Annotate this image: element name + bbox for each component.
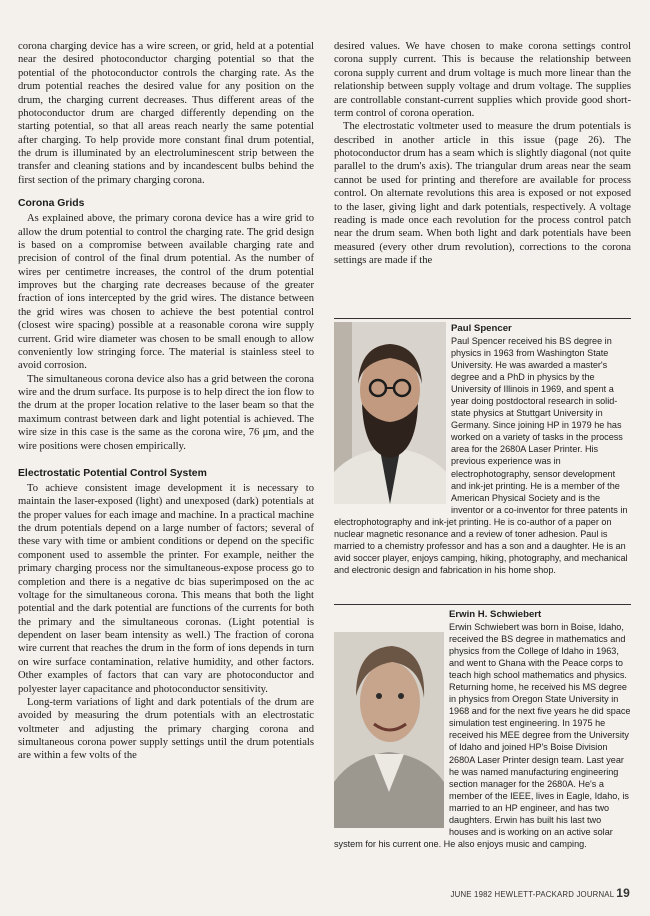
bio-erwin-schwiebert: [334, 608, 631, 850]
paragraph-voltmeter: The electrostatic voltmeter used to measure the drum potentials is described in another article in this issue (page 26). The photoconductor drum has a seam which is slightly diagonal (not quite parallel to the drum's axis). The triangular drum areas near the seam cannot be used for printing and therefore are available for process control. On alternate revolutions this area is exposed or not exposed to the laser, giving light and dark potentials, respectively. A voltage reading is made once each revolution for the process control patch near the drum seam. When both light and dark potentials have been measured (every other drum revolution), corrections to the corona settings are made if the: [334, 121, 631, 266]
paragraph-grids-2: The simultaneous corona device also has a grid between the corona wire and the drum surface. Its purpose is to help direct the ion flow to the drum at the proper location relative to the laser beam so that the maximum contrast between dark and light potential is achieved. The wire size in this case is the same as the corona wire, 76 μm, and the wire positions were chosen empirically.: [18, 373, 314, 452]
left-column: [18, 40, 314, 763]
footer-journal: JUNE 1982 HEWLETT-PACKARD JOURNAL: [450, 890, 615, 899]
bio-divider-2: [334, 604, 631, 605]
paragraph-corona-intro: corona charging device has a wire screen, or grid, held at a potential near the desired photoconductor charging potential so that the potential of the photoconductor controls the charging rate. As the drum potential reaches the desired value for any position on the drum, the charging current decreases. Thus different areas of the photoconductor drum are charged differently depending on the starting potential, so that all areas reach nearly the same potential after charging. To help provide more constant final drum potential, the drum is illuminated by an electroluminescent strip between the transfer and cleaning stations and by incandescent bulbs behind the first section of the primary charging corona.: [18, 41, 314, 186]
heading-potential-control: Electrostatic Potential Control System: [18, 467, 207, 479]
paragraph-control-2: Long-term variations of light and dark potentials of the drum are avoided by measuring the drum potentials with an electrostatic voltmeter and adjusting the primary charging corona and simultaneous corona power supply settings until the drum potentials are within a few volts of the: [18, 696, 314, 762]
bio-paul-spencer: [334, 322, 631, 576]
bio-name-schwiebert: Erwin H. Schwiebert: [449, 609, 542, 620]
page-number: 19: [616, 886, 630, 900]
bio-text-spencer: Paul Spencer received his BS degree in physics in 1963 from Washington State University. He was awarded a master's degree and a PhD in physics by the University of Illinois in 1969, and spent a year doing postdoctoral research in solid-state physics at Stuttgart University in Germany. Since joining HP in 1979 he has worked on a variety of tasks in the process area for the 2680A Laser Printer. His previous experience was in electrophotography, sensor development and ink-jet printing. He is a member of the American Physical Society and is the inventor or a co-inventor for three patents in electrophotography and ink-jet printing. He is co-author of a paper on nuclear magnetic resonance and a review of toner adhesion. Paul is married to a chemistry professor and has a son and a daughter. He is an avid soccer player, enjoys camping, hiking, photography, and mechanical and electronic design and fabrication in his home shop.: [334, 336, 628, 575]
bio-name-spencer: Paul Spencer: [451, 323, 512, 334]
paragraph-continued: desired values. We have chosen to make corona settings control corona supply current. This is because the relationship between corona supply current and drum voltage is much more linear than the relationship between supply voltage and drum voltage. The supplies are controllable constant-current supplies which provide good short-term control of corona operation.: [334, 41, 631, 119]
author-photo-spencer: [334, 322, 446, 504]
page-footer: [451, 886, 630, 900]
heading-corona-grids: Corona Grids: [18, 198, 85, 210]
bio-text-schwiebert: Erwin Schwiebert was born in Boise, Idaho, received the BS degree in mathematics and physics from the College of Idaho in 1963, and went to Ghana with the Peace corps to teach high school mathematics and physics. Returning home, he received his MS degree in physics from Oregon State University in 1968 and for the next five years he did space simulation test engineering. In 1975 he received his MEE degree from the University of Idaho and joined HP's Boise Division 2680A Laser Printer design team. Last year he was named manufacturing engineering section manager for the 2680A. He's a member of the IEEE, lives in Eagle, Idaho, is married to an HP engineer, and has two daughters. Erwin has built his last two houses and is working on an active solar system for his current one. He also enjoys music and camping.: [334, 622, 631, 849]
bio-divider-1: [334, 318, 631, 319]
right-column: [334, 40, 631, 267]
paragraph-grids-1: As explained above, the primary corona device has a wire grid to allow the drum potential to control the charging rate. The grid design is based on a compromise between available charging rate and precision of control of the final drum potential. As the number of wires per centimetre increases, the control of the drum potential improves but the charging rate decreases because of the greater fraction of ions intercepted by the grid wires. The distance between the grid wires was chosen to achieve the best potential control (closest wire spacing) possible at a reasonable corona wire supply current. Grid wire diameter was chosen to be small enough to allow conveniently low stringing force. The material is stainless steel to avoid corrosion.: [18, 213, 314, 372]
paragraph-control-1: To achieve consistent image development it is necessary to maintain the laser-exposed (light) and unexposed (dark) potentials at the proper values for each image and machine. In a practical machine the drum potentials depend on a large number of factors; several of these vary with time or ambient conditions or depend on the specific component used to assemble the printer. For example, neither the primary charging process nor the simultaneous-expose process go to completion and there is a negative dc bias superimposed on the ac voltage for the simultaneous corona. This means that both the light potential and the dark potential are functions of the currents for both the primary and the simultaneous coronas. (Light potential is dependent on laser beam intensity as well.) The fraction of corona wire current that reaches the drum in the form of ions depends in turn on wire surface contamination, relative humidity, and other factors. Other examples of factors that can vary are photoconductor and polyester layer capacitance and photoconductor sensitivity.: [18, 482, 314, 695]
author-photo-schwiebert: [334, 632, 444, 828]
